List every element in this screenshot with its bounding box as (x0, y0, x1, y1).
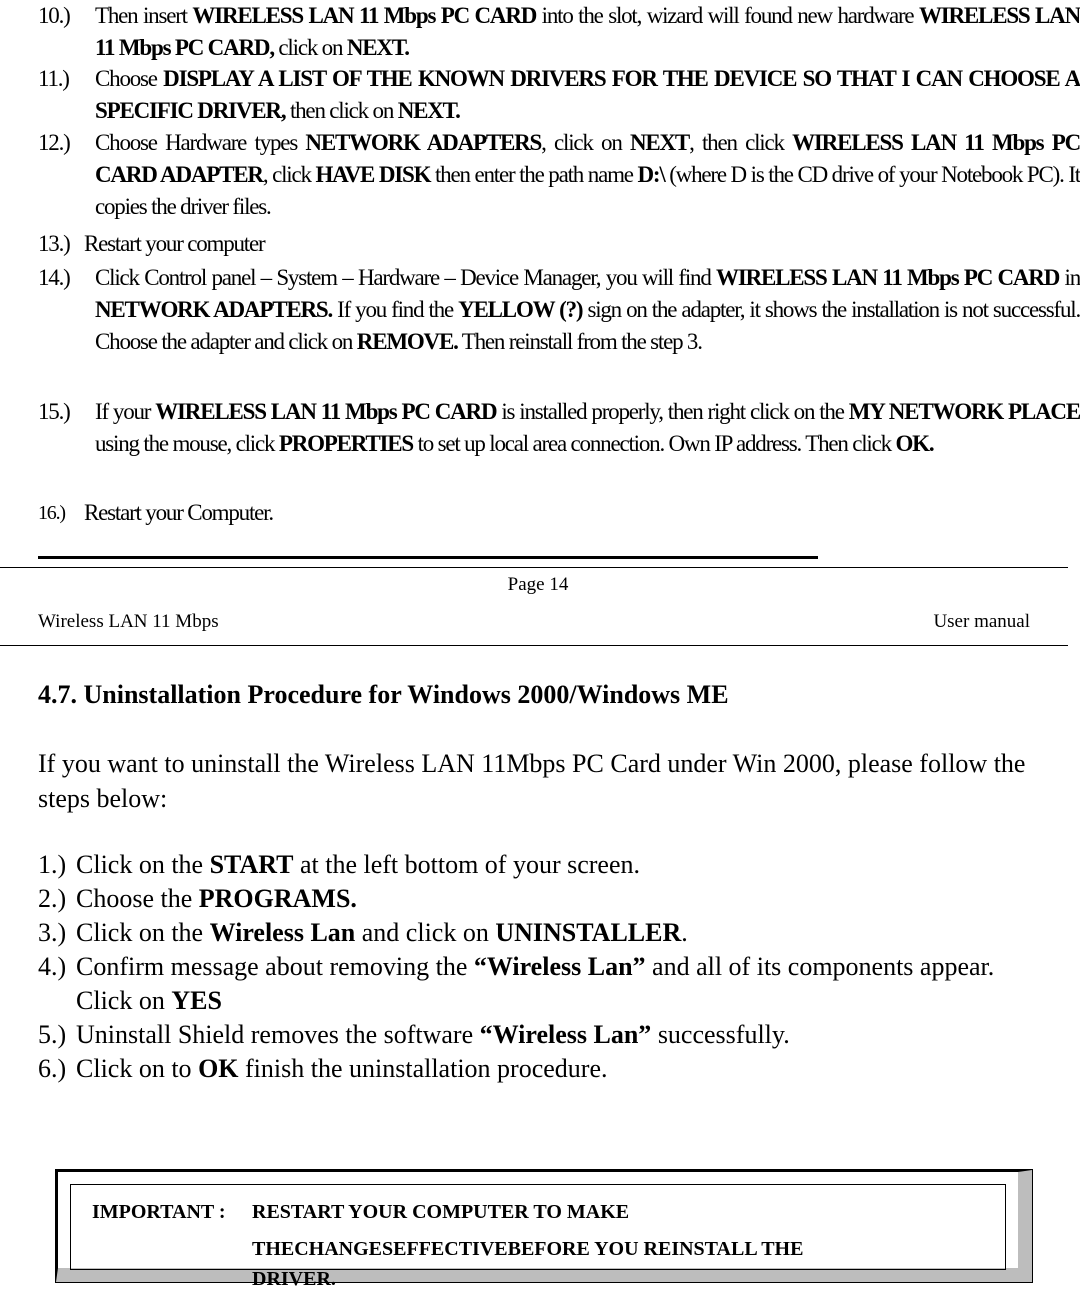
bold-text-run: “Wireless Lan” (479, 1020, 652, 1049)
list-item-text (95, 262, 1080, 358)
text-run: then click on (285, 98, 398, 123)
section-intro: If you want to uninstall the Wireless LAN 11Mbps PC Card under Win 2000, please follow the steps below: (38, 749, 1026, 813)
step-item (38, 848, 1048, 882)
list-item-text (84, 228, 1069, 260)
step-text (76, 952, 994, 1015)
step-number: 2.) (38, 884, 67, 913)
text-run: (where D is the CD drive of your Notebook PC). It copies the driver files. (95, 162, 1080, 219)
bold-text-run: OK (198, 1054, 239, 1083)
step-text (76, 1020, 790, 1049)
text-run: Choose Hardware types (95, 130, 306, 155)
text-run: successfully. (651, 1020, 790, 1049)
bold-text-run: UNINSTALLER (495, 918, 682, 947)
text-run: at the left bottom of your screen. (293, 850, 641, 879)
bold-text-run: NEXT. (397, 98, 460, 123)
text-run: in (1059, 265, 1080, 290)
text-run: finish the uninstallation procedure. (238, 1054, 608, 1083)
page-number: Page 14 (507, 574, 569, 595)
footer-divider-top (0, 567, 1068, 568)
step-item (38, 950, 1048, 1018)
text-run: Restart your Computer. (84, 500, 273, 525)
footer-product-name: Wireless LAN 11 Mbps (38, 611, 219, 632)
text-run: , click (262, 162, 316, 187)
text-run: then enter the path name (430, 162, 638, 187)
step-text (76, 1054, 607, 1083)
step-number: 4.) (38, 952, 67, 981)
text-run: , click on (541, 130, 630, 155)
list-item-number: 16.) (38, 502, 65, 524)
text-run: If your (95, 399, 156, 424)
bold-text-run: MY NETWORK PLACE (848, 399, 1080, 424)
text-run: Then reinstall from the step 3. (457, 329, 702, 354)
bold-text-run: NETWORK ADAPTERS. (95, 297, 333, 322)
list-item-text (84, 497, 1069, 529)
list-item-number: 14.) (38, 265, 70, 290)
text-run: Then insert (95, 3, 193, 28)
text-run: sign on the adapter, it shows the installation is not successful. Choose the adapter and click on (95, 297, 1080, 354)
important-line-2: THECHANGESEFFECTIVEBEFORE YOU REINSTALL THE (252, 1238, 804, 1260)
text-run: Restart your computer (84, 231, 265, 256)
text-run: Choose the (76, 884, 199, 913)
section-end-rule (38, 556, 818, 559)
list-item-text (95, 0, 1080, 64)
bold-text-run: NETWORK ADAPTERS (305, 130, 542, 155)
text-run: using the mouse, click (95, 431, 279, 456)
text-run: Click Control panel – System – Hardware – Device Manager, you will find (95, 265, 717, 290)
step-item (38, 916, 1048, 950)
bold-text-run: YELLOW (?) (458, 297, 583, 322)
step-number: 3.) (38, 918, 67, 947)
list-item-text (95, 396, 1080, 460)
text-run: Choose (95, 66, 164, 91)
important-line-1: RESTART YOUR COMPUTER TO MAKE (252, 1201, 630, 1223)
text-run: is installed properly, then right click on the (496, 399, 849, 424)
bold-text-run: Wireless Lan (209, 918, 356, 947)
step-number: 6.) (38, 1054, 67, 1083)
important-notice-text (92, 1194, 972, 1290)
text-run: and click on (355, 918, 496, 947)
step-text (76, 918, 688, 947)
important-line-3: DRIVER. (252, 1268, 336, 1290)
section-title: 4.7. Uninstallation Procedure for Windows 2000/Windows ME (38, 680, 729, 709)
list-item-number: 10.) (38, 3, 70, 28)
text-run: , then click (689, 130, 793, 155)
list-item-number: 13.) (38, 231, 70, 256)
bold-text-run: PROPERTIES (278, 431, 414, 456)
list-item-text (95, 63, 1080, 127)
bold-text-run: WIRELESS LAN 11 Mbps PC CARD, (95, 3, 1080, 60)
text-run: If you find the (332, 297, 459, 322)
list-item-number: 12.) (38, 130, 70, 155)
step-number: 5.) (38, 1020, 67, 1049)
bold-text-run: WIRELESS LAN 11 Mbps PC CARD (155, 399, 497, 424)
bold-text-run: YES (171, 986, 222, 1015)
text-run: Click on the (76, 918, 210, 947)
text-run: click on (273, 35, 347, 60)
bold-text-run: DISPLAY A LIST OF THE KNOWN DRIVERS FOR THE DEVICE SO THAT I CAN CHOOSE A SPECIFIC DRIVER, (95, 66, 1080, 123)
bold-text-run: NEXT. (346, 35, 409, 60)
bold-text-run: PROGRAMS. (198, 884, 357, 913)
uninstall-steps-list (38, 848, 1048, 1086)
step-text (76, 884, 357, 913)
text-run: to set up local area connection. Own IP address. Then click (413, 431, 896, 456)
text-run: . (681, 918, 688, 947)
bold-text-run: REMOVE. (356, 329, 458, 354)
text-run: Confirm message about removing the (76, 952, 474, 981)
text-run: into the slot, wizard will found new hardware (536, 3, 919, 28)
bold-text-run: WIRELESS LAN 11 Mbps PC CARD ADAPTER (95, 130, 1080, 187)
footer-divider-bottom (0, 645, 1068, 646)
bold-text-run: D:\ (637, 162, 665, 187)
footer-doc-type: User manual (933, 611, 1030, 632)
list-item-number: 11.) (38, 66, 69, 91)
text-run: Click on to (76, 1054, 199, 1083)
step-text (76, 850, 640, 879)
list-item-text (95, 127, 1080, 223)
step-item (38, 1018, 1048, 1052)
text-run: Click on the (76, 850, 210, 879)
bold-text-run: “Wireless Lan” (473, 952, 646, 981)
bold-text-run: NEXT (629, 130, 690, 155)
list-item-number: 15.) (38, 399, 70, 424)
bold-text-run: OK. (895, 431, 934, 456)
step-number: 1.) (38, 850, 67, 879)
bold-text-run: START (209, 850, 294, 879)
step-item (38, 882, 1048, 916)
important-label: IMPORTANT : (92, 1201, 226, 1223)
bold-text-run: HAVE DISK (315, 162, 431, 187)
step-item (38, 1052, 1048, 1086)
bold-text-run: WIRELESS LAN 11 Mbps PC CARD (716, 265, 1060, 290)
bold-text-run: WIRELESS LAN 11 Mbps PC CARD (192, 3, 537, 28)
text-run: and all of its components appear. Click on (76, 952, 995, 1015)
text-run: Uninstall Shield removes the software (76, 1020, 480, 1049)
